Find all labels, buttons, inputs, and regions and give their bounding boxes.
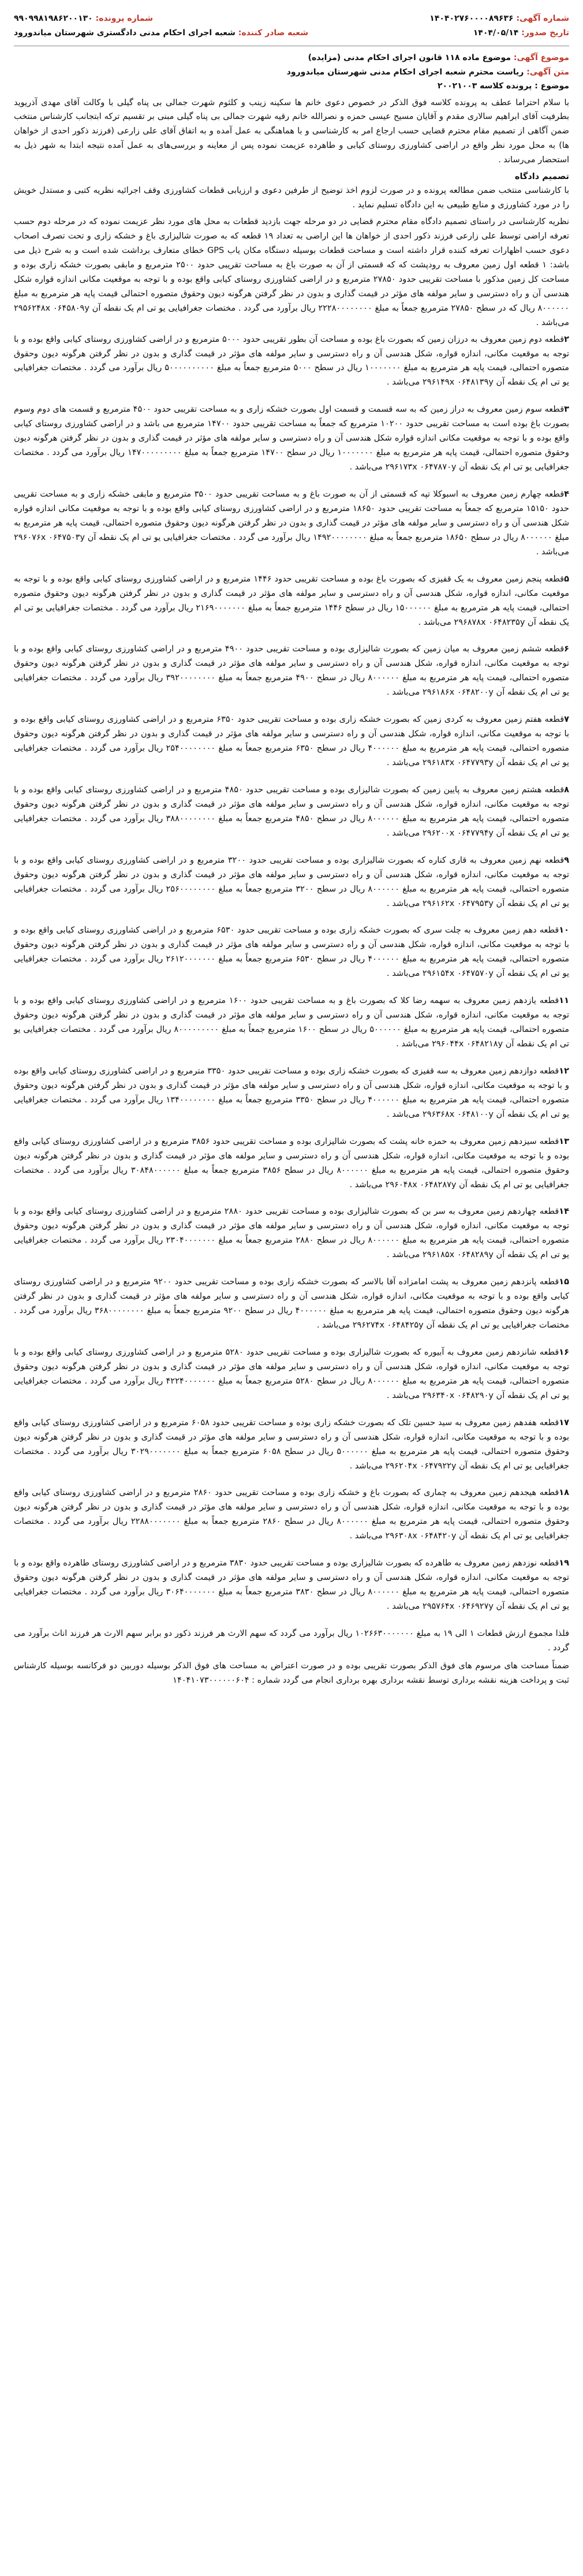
parcel-text: قطعه هفدهم زمین معروف به سید حسین تلک که بصورت خشکه زاری بوده و مساحت تقریبی حدود ۶۰۵۸ مترمربع و در اراضی کشاورزی روستای کیابی واقع بوده و با توجه به موقعیت مکانی، اندازه قواره، شکل هندسی آن و راه دسترسی و سایر مولفه های مؤثر در قیمت گذاری و بدون در نظر گرفتن هرگونه دیون وحقوق متصوره احتمالی، قیمت پایه هر مترمربع به مبلغ ۵۰۰۰۰۰۰ ریال در سطح ۶۰۵۸ مترمربع جمعاً به مبلغ ۳۰۲۹۰۰۰۰۰۰۰ ریال برآورد می گردد . مختصات جغرافیایی یو تی ام یک نقطه آن ۲۹۶۲۰۴x ۰۶۴۷۹۲۲y می‌باشد . xyxy=(14,1418,570,1471)
parcel-number: ۱۰ xyxy=(559,926,569,935)
parcel-number: ۱۴ xyxy=(559,1207,569,1217)
advert-number-label: شماره آگهی: xyxy=(516,14,569,23)
parcel-number: ۲ xyxy=(564,334,569,344)
parcel-number: ۱۹ xyxy=(559,1559,569,1568)
parcel-paragraph xyxy=(14,783,569,841)
parcel-text: قطعه سوم زمین معروف به دراز زمین که به سه قسمت و قسمت اول بصورت خشکه زاری و به مساحت تقریبی حدود ۴۵۰۰ مترمربع و قسمت های دوم وسوم بصورت باغ بوده است به مساحت تقریبی حدود ۱۰۲۰۰ مترمربع که جمعاً به مساحت تقریبی حدود ۱۴۷۰۰ مترمربع می باشد و در اراضی کشاورزی روستای کیابی واقع بوده و با توجه به موقعیت مکانی اندازه قواره شکل هندسی آن و راه دسترسی و سایر مولفه های مؤثر در قیمت گذاری و بدون در نظر گرفتن هرگونه دیون وحقوق متصوره احتمالی، قیمت پایه هر مترمربع به مبلغ ۱۰۰۰۰۰۰۰ ریال در سطح ۱۴۷۰۰ مترمربع جمعاً به مبلغ ۱۴۷۰۰۰۰۰۰۰۰۰ ریال برآورد می گردد . مختصات جغرافیایی یو تی ام یک نقطه آن ۲۹۶۱۷۳x ۰۶۴۷۸۷۰y می‌باشد . xyxy=(14,405,570,472)
parcel-text: قطعه شانزدهم زمین معروف به آبیوره که بصورت شالیزاری بوده و مساحت تقریبی حدود ۵۲۸۰ مترمربع و در اراضی کشاورزی روستای کیابی واقع بوده و با توجه به موقعیت مکانی، اندازه قواره، شکل هندسی آن و راه دسترسی و سایر مولفه های مؤثر در قیمت گذاری و بدون در نظر گرفتن هرگونه دیون وحقوق متصوره احتمالی، قیمت پایه هر مترمربع به مبلغ ۸۰۰۰۰۰۰ ریال در سطح ۵۲۸۰ مترمربع جمعاً به مبلغ ۴۲۲۴۰۰۰۰۰۰۰ ریال برآورد می گردد . مختصات جغرافیایی یو تی ام یک نقطه آن ۲۹۶۳۴۰x ۰۶۴۸۲۹۰y می‌باشد . xyxy=(14,1347,569,1400)
closing-paragraph: فلذا مجموع ارزش قطعات ۱ الی ۱۹ به مبلغ ۱۰۲۶۶۳۰۰۰۰۰۰۰ ریال برآورد می گردد که سهم الارث هر فرزند ذکور دو برابر سهم الارث هر فرزند اناث برآورد می گردد . xyxy=(14,1628,570,1653)
issuing-branch-label: شعبه صادر کننده: xyxy=(238,28,308,38)
parcel-text: قطعه یازدهم زمین معروف به سهمه رضا کلا که بصورت باغ و به مساحت تقریبی حدود ۱۶۰۰ مترمربع و در اراضی کشاورزی روستای کیابی واقع بوده و با توجه به موقعیت مکانی، اندازه قواره، شکل هندسی آن و راه دسترسی و سایر مولفه های مؤثر در قیمت گذاری و بدون در نظر گرفتن هرگونه دیون وحقوق متصوره احتمالی، قیمت پایه هر مترمربع به مبلغ ۵۰۰۰۰۰۰ ریال در سطح ۱۶۰۰ مترمربع جمعاً به مبلغ ۸۰۰۰۰۰۰۰۰۰ ریال برآورد می گردد . مختصات جغرافیایی یو تی ام یک نقطه آن ۲۹۶۰۴۴x ۰۶۴۸۲۱۸y می‌باشد . xyxy=(14,996,570,1049)
intro-paragraph: با سلام احتراما عطف به پرونده کلاسه فوق الذکر در خصوص دعوی خانم ها سکینه زینب و کلثوم شهرت جمالی بی پناه گیلی با وکالت آقای مهدی آذریوید بطرفیت آقای ابراهیم سالاری مقدم و آقایان مسیح عیسی حمزه و نصرالله خانم رقیه شهرت جمالی بی پناه گیلی مبنی بر تقسیم ترکه ابتجانب کارشناس منتخب ضمن آگاهی از تصمیم مقام محترم قضایی حسب ارجاع امر به کارشناسی و با هماهنگی به عمل آمده و به اتفاق آقای علی زارعی (فرزند ذکور احدی از خواهان ها) به محل مورد نظر واقع در اراضی کشاورزی روستای کیابی و طاهرده عزیمت نموده پس از معاینه و بررسی‌های به عمل آمده نتیجه ابتدا به شهر ذیل به استحضار می‌رساند . xyxy=(14,98,569,165)
parcel-text: قطعه دهم زمین معروف به چلت سری که بصورت خشکه زاری بوده و مساحت تقریبی حدود ۶۵۳۰ مترمربع و در اراضی کشاورزی روستای کیابی واقع بوده و با توجه به موقعیت مکانی، اندازه قواره، شکل هندسی آن و راه دسترسی و سایر مولفه های مؤثر در قیمت گذاری و بدون در نظر گرفتن هرگونه دیون وحقوق متصوره احتمالی، قیمت پایه هر مترمربع به مبلغ ۴۰۰۰۰۰۰ ریال در سطح ۶۵۳۰ مترمربع جمعاً به مبلغ ۲۶۱۲۰۰۰۰۰۰۰ ریال برآورد می گردد . مختصات جغرافیایی یو تی ام یک نقطه آن ۲۹۶۱۵۴x ۰۶۴۷۵۷۰y می‌باشد . xyxy=(14,926,569,979)
parcel-paragraph xyxy=(14,1416,569,1474)
case-line: موضوع : پرونده کلاسه ۲۰۰۲۱۰۰۳ xyxy=(437,81,569,91)
parcel-text: قطعه پنجم زمین معروف به یک قفیزی که بصورت باغ بوده و مساحت تقریبی حدود ۱۴۴۶ مترمربع و در اراضی کشاورزی روستای کیابی واقع بوده و با توجه به موقعیت مکانی، اندازه قواره، شکل هندسی آن و راه دسترسی و سایر مولفه های مؤثر در قیمت گذاری و بدون در نظر گرفتن هرگونه دیون وحقوق متصوره احتمالی، قیمت پایه هر مترمربع به مبلغ ۱۵۰۰۰۰۰۰ ریال در سطح ۱۴۴۶ مترمربع جمعاً به مبلغ ۲۱۶۹۰۰۰۰۰۰۰ ریال برآورد می گردد . مختصات جغرافیایی یو تی ام یک نقطه آن ۲۹۶۸۷۸x ۰۶۴۸۲۳۵y می‌باشد . xyxy=(14,574,570,627)
parcel-number: ۳ xyxy=(564,405,569,415)
parcel-text: قطعه هفتم زمین معروف به کردی زمین که بصورت خشکه زاری بوده و مساحت تقریبی حدود ۶۳۵۰ مترمربع و در اراضی کشاورزی روستای کیابی واقع بوده و با توجه به موقعیت مکانی، اندازه قواره، شکل هندسی آن و راه دسترسی و سایر مولفه های مؤثر در قیمت گذاری و بدون در نظر گرفتن هرگونه دیون وحقوق متصوره احتمالی، قیمت پایه هر مترمربع به مبلغ ۴۰۰۰۰۰۰ ریال در سطح ۶۳۵۰ مترمربع جمعاً به مبلغ ۲۵۴۰۰۰۰۰۰۰۰ ریال برآورد می گردد . مختصات جغرافیایی یو تی ام یک نقطه آن ۲۹۶۱۸۳x ۰۶۴۷۷۹۳y می‌باشد . xyxy=(14,715,569,767)
parcel-text: قطعه پانزدهم زمین معروف به پشت امامزاده آقا بالاسر که بصورت خشکه زاری بوده و مساحت تقریبی حدود ۹۲۰۰ مترمربع و در اراضی کشاورزی روستای کیابی واقع بوده و با توجه به موقعیت مکانی، اندازه قواره، شکل هندسی آن و راه دسترسی و سایر مولفه های مؤثر در قیمت گذاری و بدون در نظر گرفتن هرگونه دیون وحقوق متصوره احتمالی، قیمت پایه هر مترمربع به مبلغ ۴۰۰۰۰۰۰ ریال در سطح ۹۲۰۰ مترمربع جمعاً به مبلغ ۳۶۸۰۰۰۰۰۰۰۰ ریال برآورد می گردد . مختصات جغرافیایی یو تی ام یک نقطه آن ۲۹۶۲۷۴x ۰۶۴۸۴۲۵y می‌باشد . xyxy=(14,1277,570,1330)
parcel-number: ۵ xyxy=(564,574,569,584)
parcel-text: قطعه نهم زمین معروف به قاری کناره که بصورت شالیزاری بوده و مساحت تقریبی حدود ۳۲۰۰ مترمربع و در اراضی کشاورزی روستای کیابی واقع بوده و با توجه به موقعیت مکانی، اندازه قواره، شکل هندسی آن و راه دسترسی و سایر مولفه های مؤثر در قیمت گذاری و بدون در نظر گرفتن هرگونه دیون وحقوق متصوره احتمالی، قیمت پایه هر مترمربع به مبلغ ۸۰۰۰۰۰۰ ریال در سطح ۳۲۰۰ مترمربع جمعاً به مبلغ ۲۵۶۰۰۰۰۰۰۰۰ ریال برآورد می گردد . مختصات جغرافیایی یو تی ام یک نقطه آن ۲۹۶۱۶۲x ۰۶۴۷۹۵۳y می‌باشد . xyxy=(14,855,569,908)
parcel-paragraph xyxy=(14,1064,569,1122)
document-number xyxy=(14,12,153,26)
issuing-branch xyxy=(14,26,308,40)
parcel-paragraph xyxy=(14,487,569,560)
advert-number xyxy=(429,12,569,26)
issue-date xyxy=(473,26,569,40)
parcel-number: ۱۸ xyxy=(559,1488,569,1498)
parcel-text: قطعه چهاردهم زمین معروف به سر بن که بصورت شالیزاری بوده و مساحت تقریبی حدود ۲۸۸۰ مترمربع و در اراضی کشاورزی روستای کیابی واقع بوده و با توجه به موقعیت مکانی، اندازه قواره، شکل هندسی آن و راه دسترسی و سایر مولفه های مؤثر در قیمت گذاری و بدون در نظر گرفتن هرگونه دیون وحقوق متصوره احتمالی، قیمت پایه هر مترمربع به مبلغ ۸۰۰۰۰۰۰ ریال در سطح ۲۸۸۰ مترمربع جمعاً به مبلغ ۲۳۰۴۰۰۰۰۰۰۰ ریال برآورد می گردد . مختصات جغرافیایی یو تی ام یک نقطه آن ۲۹۶۱۸۵x ۰۶۴۸۲۸۹y می‌باشد . xyxy=(14,1207,569,1260)
parcel-paragraph xyxy=(14,1345,569,1403)
parcel-number: ۴ xyxy=(564,490,569,499)
parcel-paragraph xyxy=(14,642,569,700)
parcel-paragraph xyxy=(14,923,569,981)
parcel-paragraph xyxy=(14,402,569,475)
parcel-number: ۱۷ xyxy=(559,1418,570,1427)
parcel-paragraph xyxy=(14,713,569,770)
parcel-paragraph xyxy=(14,1486,569,1544)
document-number-label: شماره پرونده: xyxy=(95,14,154,23)
parcel-number: ۱۱ xyxy=(559,996,569,1006)
issue-date-label: تاریخ صدور: xyxy=(521,28,569,38)
parcel-list xyxy=(14,333,569,1614)
issuing-branch-value: شعبه اجرای احکام مدنی دادگستری شهرستان میاندورود xyxy=(14,28,236,38)
issue-date-value: ۱۴۰۴/۰۵/۱۴ xyxy=(473,28,519,38)
body-title-value: ریاست محترم شعبه اجرای احکام مدنی شهرستان میاندورود xyxy=(286,67,524,77)
parcel-text: قطعه سیزدهم زمین معروف به حمزه خانه پشت که بصورت شالیزاری بوده و مساحت تقریبی حدود ۳۸۵۶ مترمربع و در اراضی کشاورزی روستای کیابی واقع بوده و با توجه به موقعیت مکانی، اندازه قواره، شکل هندسی آن و راه دسترسی و سایر مولفه های مؤثر در قیمت گذاری و بدون در نظر گرفتن هرگونه دیون وحقوق متصوره احتمالی، قیمت پایه هر مترمربع به مبلغ ۸۰۰۰۰۰۰ ریال در سطح ۳۸۵۶ مترمربع جمعاً به مبلغ ۳۰۸۴۸۰۰۰۰۰۰ ریال برآورد می گردد . مختصات جغرافیایی یو تی ام یک نقطه آن ۲۹۶۰۴۸x ۰۶۴۸۲۸۷y می‌باشد . xyxy=(14,1136,570,1190)
parcel-text: قطعه هیجدهم زمین معروف به چماری که بصورت باغ و خشکه زاری بوده و مساحت تقریبی حدود ۲۸۶۰ مترمربع و در اراضی کشاورزی روستای کیابی واقع بوده و با توجه به موقعیت مکانی، اندازه قواره، شکل هندسی آن و راه دسترسی و سایر مولفه های مؤثر در قیمت گذاری و بدون در نظر گرفتن هرگونه دیون وحقوق متصوره احتمالی، قیمت پایه هر مترمربع به مبلغ ۸۰۰۰۰۰۰ ریال در سطح ۲۸۶۰ مترمربع جمعاً به مبلغ ۲۲۸۸۰۰۰۰۰۰۰ ریال برآورد می گردد . مختصات جغرافیایی یو تی ام یک نقطه آن ۲۹۶۳۰۸x ۰۶۴۸۴۲۰y می‌باشد . xyxy=(14,1488,570,1541)
parcel-number: ۹ xyxy=(564,855,569,865)
parcel-number: ۷ xyxy=(564,715,569,725)
parcel-paragraph xyxy=(14,1556,569,1614)
parcel-text: قطعه ششم زمین معروف به میان زمین که بصورت شالیزاری بوده و مساحت تقریبی حدود ۴۹۰۰ مترمربع و در اراضی کشاورزی روستای کیابی واقع بوده و با توجه به موقعیت مکانی، اندازه قواره، شکل هندسی آن و راه دسترسی و سایر مولفه های مؤثر در قیمت گذاری و بدون در نظر گرفتن هرگونه دیون وحقوق متصوره احتمالی، قیمت پایه هر مترمربع به مبلغ ۸۰۰۰۰۰۰ ریال در سطح ۴۹۰۰ مترمربع جمعاً به مبلغ ۳۹۲۰۰۰۰۰۰۰۰ ریال برآورد می گردد . مختصات جغرافیایی یو تی ام یک نقطه آن ۲۹۶۱۸۶x ۰۶۴۸۲۰۰y می‌باشد . xyxy=(14,644,569,698)
parcel-paragraph xyxy=(14,1205,569,1262)
header-row-1 xyxy=(14,12,569,26)
parcel-paragraph xyxy=(14,572,569,630)
parcel-text: قطعه نوزدهم زمین معروف به طاهرده که بصورت شالیزاری بوده و مساحت تقریبی حدود ۳۸۳۰ مترمربع و در اراضی کشاورزی روستای طاهرده واقع بوده و با توجه به موقعیت مکانی، اندازه قواره، شکل هندسی آن و راه دسترسی و سایر مولفه های مؤثر در قیمت گذاری و بدون در نظر گرفتن هرگونه دیون وحقوق متصوره احتمالی، قیمت پایه هر مترمربع به مبلغ ۸۰۰۰۰۰۰ ریال در سطح ۳۸۳۰ مترمربع جمعاً به مبلغ ۳۰۶۴۰۰۰۰۰۰۰ ریال برآورد می گردد . مختصات جغرافیایی یو تی ام یک نقطه آن ۲۹۵۷۶۴x ۰۶۴۶۹۲۷y می‌باشد . xyxy=(14,1559,569,1611)
parcel-number: ۱۶ xyxy=(559,1347,569,1357)
subject-label: موضوع آگهی: xyxy=(513,53,569,62)
decision-title: تصمیم دادگاه xyxy=(514,172,569,182)
parcel-paragraph xyxy=(14,1275,569,1333)
parcel-paragraph xyxy=(14,994,569,1052)
parcel-number: ۱۵ xyxy=(559,1277,569,1287)
parcel-paragraph xyxy=(14,1135,569,1192)
body-title-line xyxy=(14,65,569,80)
decision-paragraph-2: نظریه کارشناسی در راستای تصمیم دادگاه مقام محترم قضایی در دو مرحله جهت بازدید قطعات به محل های مورد نظر عزیمت نموده که در مرحله دوم حسب تعرفه اراضی توسط علی زارعی فرزند ذکور احدی از خواهان ها این اراضی به تعداد ۱۹ قطعه که به صورت شالیزاری باغ و خشکه زاری و تحت تصرف اصحاب دعوی حسب اظهارات تعرفه کننده قرار داشته است و مساحت قطعات بوسیله دستگاه مکان یاب GPS خطای متعارف برداشت شده است و به شرح ذیل می باشد: ۱ قطعه اول زمین معروف به رودپشت که که قسمتی از آن به صورت باغ به مساحت تقریبی حدود ۲۵۰۰ مترمربع و مابقی بصورت خشکه زاری بوده و مساحت کل زمین مذکور با مساحت تقریبی حدود ۲۷۸۵۰ مترمربع و در اراضی کشاورزی روستای کیابی واقع بوده و با توجه به موقعیت مکانی اندازه قواره شکل هندسی آن و راه دسترسی و سایر مولفه های مؤثر در قیمت گذاری و بدون در نظر گرفتن هرگونه دیون وحقوق متصوره احتمالی قیمت پایه هر مترمربع به مبلغ ۸۰۰۰۰۰۰ ریال که در سطح ۲۷۸۵۰ مترمربع جمعاً به مبلغ ۲۲۲۸۰۰۰۰۰۰۰۰ ریال برآورد می گردد . مختصات جغرافیایی یو تی ام یک نقطه آن ۲۹۵۶۲۴۸x ۰۶۴۵۸۰۹y می‌باشد . xyxy=(14,217,570,327)
document-number-value: ۹۹۰۹۹۸۱۹۸۶۲۰۰۱۳۰ xyxy=(14,14,93,23)
header-row-2 xyxy=(14,26,569,40)
subject-value: موضوع ماده ۱۱۸ قانون اجرای احکام مدنی (مزایده) xyxy=(308,53,511,62)
parcel-number: ۸ xyxy=(564,785,569,795)
parcel-text: قطعه هشتم زمین معروف به پایین زمین که بصورت شالیزاری بوده و مساحت تقریبی حدود ۴۸۵۰ مترمربع و در اراضی کشاورزی روستای کیابی واقع بوده و با توجه به موقعیت مکانی، اندازه قواره، شکل هندسی آن و راه دسترسی و سایر مولفه های مؤثر در قیمت گذاری و بدون در نظر گرفتن هرگونه دیون وحقوق متصوره احتمالی، قیمت پایه هر مترمربع به مبلغ ۸۰۰۰۰۰۰ ریال در سطح ۴۸۵۰ مترمربع جمعاً به مبلغ ۳۸۸۰۰۰۰۰۰۰۰ ریال برآورد می گردد . مختصات جغرافیایی یو تی ام یک نقطه آن ۲۹۶۲۰۰x ۰۶۴۷۷۹۴y می‌باشد . xyxy=(14,785,569,838)
parcel-number: ۶ xyxy=(564,644,569,654)
decision-paragraph-1: با کارشناسی منتخب ضمن مطالعه پرونده و در صورت لزوم اخذ توضیح از طرفین دعوی و ارزیابی قطعات کشاورزی وقف اجرائیه نظریه کتبی و مستدل خویش را در مورد کشاورزی و منابع طبیعی به این دادگاه تسلیم نماید . xyxy=(14,186,569,210)
subject-line xyxy=(14,51,569,65)
parcel-paragraph xyxy=(14,333,569,390)
parcel-text: قطعه چهارم زمین معروف به اسبوکلا تپه که قسمتی از آن به صورت باغ و به مساحت تقریبی حدود ۳۵۰۰ مترمربع و مابقی خشکه زاری و به مساحت تقریبی حدود ۱۵۱۵۰ مترمربع که جمعاً به مساحت تقریبی حدود ۱۸۶۵۰ مترمربع و در اراضی کشاورزی روستای کیابی واقع بوده و با توجه به موقعیت مکانی اندازه قواره شکل هندسی آن و راه دسترسی و سایر مولفه های مؤثر در قیمت گذاری و بدون در نظر گرفتن هرگونه دیون وحقوق متصوره احتمالی، قیمت پایه هر مترمربع به مبلغ ۸۰۰۰۰۰۰ ریال در سطح ۱۸۶۵۰ مترمربع جمعاً به مبلغ ۱۴۹۲۰۰۰۰۰۰۰۰ ریال برآورد می گردد . مختصات جغرافیایی یو تی ام یک نقطه آن ۲۹۶۰۷۶x ۰۶۴۷۵۰۳y می‌باشد . xyxy=(14,490,570,557)
parcel-text: قطعه دوازدهم زمین معروف به سه قفیزی که بصورت خشکه زاری بوده و مساحت تقریبی حدود ۳۳۵۰ مترمربع و در اراضی کشاورزی روستای کیابی واقع بوده و با توجه به موقعیت مکانی، اندازه قواره، شکل هندسی آن و راه دسترسی و سایر مولفه های مؤثر در قیمت گذاری و بدون در نظر گرفتن هرگونه دیون وحقوق متصوره احتمالی، قیمت پایه هر مترمربع به مبلغ ۴۰۰۰۰۰۰ ریال در سطح ۳۳۵۰ مترمربع جمعاً به مبلغ ۱۳۴۰۰۰۰۰۰۰۰ ریال برآورد می گردد . مختصات جغرافیایی یو تی ام یک نقطه آن ۲۹۶۳۶۸x ۰۶۴۸۱۰۰y می‌باشد . xyxy=(14,1066,569,1119)
parcel-paragraph xyxy=(14,853,569,911)
body-title-label: متن آگهی: xyxy=(526,67,569,77)
parcel-text: قطعه دوم زمین معروف به درزان زمین که بصورت باغ بوده و مساحت آن بطور تقریبی حدود ۵۰۰۰ مترمربع و در اراضی کشاورزی روستای کیابی واقع بوده و با توجه به موقعیت مکانی، اندازه قواره، شکل هندسی آن و راه دسترسی و سایر مولفه های مؤثر در قیمت گذاری و بدون در نظر گرفتن هرگونه دیون وحقوق متصوره احتمالی، قیمت پایه هر مترمربع به مبلغ ۱۰۰۰۰۰۰۰ ریال در سطح ۵۰۰۰ مترمربع جمعاً به مبلغ ۵۰۰۰۰۰۰۰۰۰۰ ریال برآورد می گردد . مختصات جغرافیایی یو تی ام یک نقطه آن ۲۹۶۱۴۹x ۰۶۴۸۱۳۹y می‌باشد . xyxy=(14,334,569,387)
advert-number-value: ۱۴۰۴۰۲۷۶۰۰۰۰۸۹۶۳۶ xyxy=(429,14,514,23)
footer-paragraph: ضمناً مساحت های مرسوم های فوق الذکر بصورت تقریبی بوده و در صورت اعتراض به مساحت های فوق الذکر بوسیله دوربین دو فرکانسه بوسیله کارشناس ثبت و پرداخت هزینه نقشه برداری توسط نقشه برداری بهره برداری انجام می گردد شماره : ۱۴۰۴۱۰۷۳۰۰۰۰۰۰۶۰۴ xyxy=(14,1661,569,1685)
parcel-number: ۱۲ xyxy=(559,1066,569,1076)
parcel-number: ۱۳ xyxy=(559,1136,569,1146)
header-block xyxy=(14,12,569,40)
